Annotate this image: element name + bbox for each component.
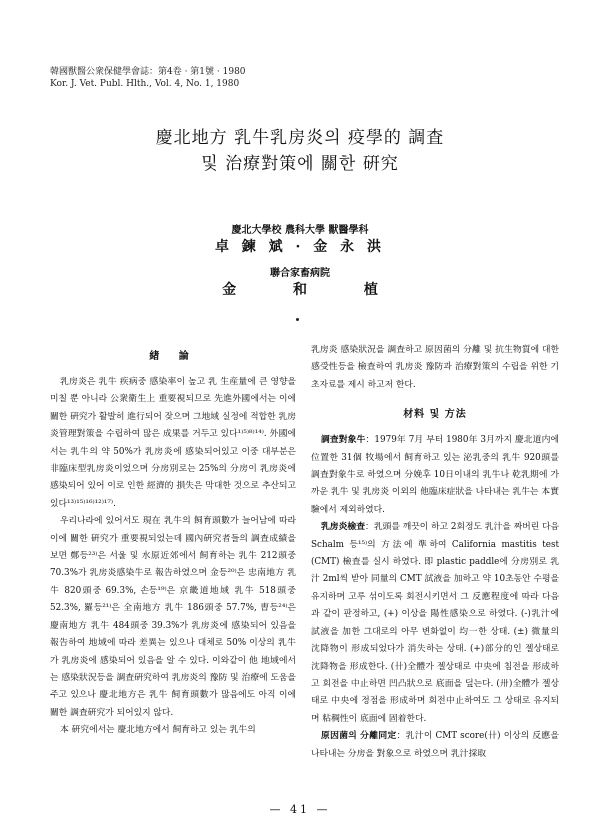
methods-paragraph-isolation [311,728,559,763]
keyword-subjects: 調査對象牛 [321,435,366,446]
methods-paragraph-subjects [311,432,559,519]
intro-continuation: 乳房炎 感染狀況을 調査하고 原因菌의 分離 및 抗生物質에 대한 感受性등을 檢査하여 乳房炎 豫防과 治療對策의 수립을 위한 기초자료를 제시 하고저 한다. [311,345,559,390]
methods-heading: 材料 및 方法 [403,409,467,421]
subjects-text: ：1979年 7月 부터 1980年 3月까지 慶北道内에 位置한 31個 牧場에서 飼育하고 있는 泌乳중의 乳牛 920頭를 調査對象牛로 하였으며 分娩후 10日이내의 乳牛나 乾乳期에 가까운 乳牛 및 乳房炎 이외의 他臨床症狀을 나타내는 乳牛는 本實驗에서 제외하였다. [311,435,559,515]
left-column [50,342,296,740]
journal-citation-korean: 韓國獸醫公衆保健學會誌：第4卷 · 第1號 · 1980 [50,67,246,77]
page-number: — 41 — [269,803,331,816]
journal-header [50,66,246,90]
introduction-heading: 緖 論 [149,351,197,362]
paper-title [0,125,600,177]
keyword-mastitis-test: 乳房炎檢査 [321,522,366,533]
intro-paragraph-3: 本 硏究에서는 慶北地方에서 飼育하고 있는 乳牛의 [60,725,256,736]
affiliation-university: 慶北大學校 農科大學 獸醫學科 [231,225,369,236]
intro-paragraph-1: 乳房炎은 乳牛 疾病중 感染率이 높고 乳 生産量에 큰 영향을 미칠 뿐 아니라 公衆衛生上 重要視되므로 先進外國에서는 이에 關한 硏究가 활발히 進行되어 잦으며 그地域 실정에 적합한 乳房炎管理對策을 수립하여 많은 成果를 거두고 있다¹⁾⁵⁾⁸⁾¹⁴⁾. 外國에서는 乳牛의 약 50%가 乳房炎에 感染되어있고 이중 대부분은 非臨床型乳房炎이었으며 分房別로는 25%의 分房이 乳房炎에 感染되어 있어 이로 인한 經濟的 損失은 막대한 것으로 추산되고 있다¹³⁾¹⁵⁾¹⁶⁾¹²⁾¹⁷⁾. [50,377,297,509]
mastitis-test-text: ：乳頭를 깨끗이 하고 2회정도 乳汁을 짜버린 다음 Schalm 등¹⁵⁾의 方法에 準하여 California mastitis test (CMT) 檢査를 실시 하였다. 即 plastic paddle에 分房別로 乳汁 2ml씩 받아 同量의 CMT 試液을 加하고 약 10초동안 수평을 유지하며 고루 섞이도록 회전시키면서 그 反應程度에 따라 다음과 같이 판정하고, (+) 이상을 陽性感染으로 하였다. (-)乳汁에 試液을 加한 그대로의 아무 변화없이 均一한 상태. (±) 微量의 沈降物이 形成되었다가 消失하는 상태. (+)部分的인 젤상태로 沈降物을 形成한다. (卄)全體가 젤상태로 中央에 침전을 形成하고 회전을 中止하면 凹凸狀으로 底面을 덮는다. (卅)全體가 젤상태로 中央에 정점을 形成하며 회전中止하여도 그 상태로 유지되며 粘稠性이 底面에 固着한다. [311,522,559,724]
title-line-2: 및 治療對策에 關한 硏究 [201,154,399,174]
title-line-1: 慶北地方 乳牛乳房炎의 疫學的 調査 [155,128,445,148]
journal-citation-english: Kor. J. Vet. Publ. Hlth., Vol. 4, No. 1, 1980 [50,79,240,89]
affiliation-hospital: 聯合家畜病院 [270,268,330,279]
isolation-text: ：乳汁이 CMT score(卄) 이상의 反應을 나타내는 分房을 對象으로 하였으며 乳汁採取 [311,731,559,759]
intro-paragraph-2: 우리나라에 있어서도 現在 乳牛의 飼育頭數가 늘어남에 따라 이에 關한 硏究가 重要視되었는데 國內硏究者들의 調査成績을 보면 鄭등²³⁾은 서울 및 水原近郊에서 飼育하는 乳牛 212頭중 70.3%가 乳房炎感染牛로 報告하였으며 金등²⁰⁾은 忠南地方 乳牛 820頭중 69.3%, 손등¹⁹⁾은 京畿道地域 乳牛 518頭중 52.3%, 羅등²¹⁾은 全南地方 乳牛 186頭중 57.7%, 曺등²⁴⁾은 慶南地方 乳牛 484頭중 39.3%가 乳房炎에 感染되어 있음을 報告하여 地域에 따라 差異는 있으나 대체로 50% 이상의 乳牛가 乳房炎에 感染되어 있음을 알 수 있다. 이와같이 他 地域에서는 感染狀況등을 調査硏究하여 乳房炎의 豫防 및 治療에 도움을 주고 있으나 慶北地方은 乳牛 飼育頭數가 많음에도 아직 이에 關한 調査硏究가 되어있지 않다. [50,516,296,718]
author-name-secondary: 金 和 植 [222,282,404,298]
methods-paragraph-test [311,519,559,728]
keyword-isolation: 原因菌의 分離同定 [321,731,397,742]
center-dot-mark [296,318,299,321]
author-names-primary: 卓 鍊 斌 · 金 永 洪 [214,239,386,255]
right-column [311,342,559,763]
